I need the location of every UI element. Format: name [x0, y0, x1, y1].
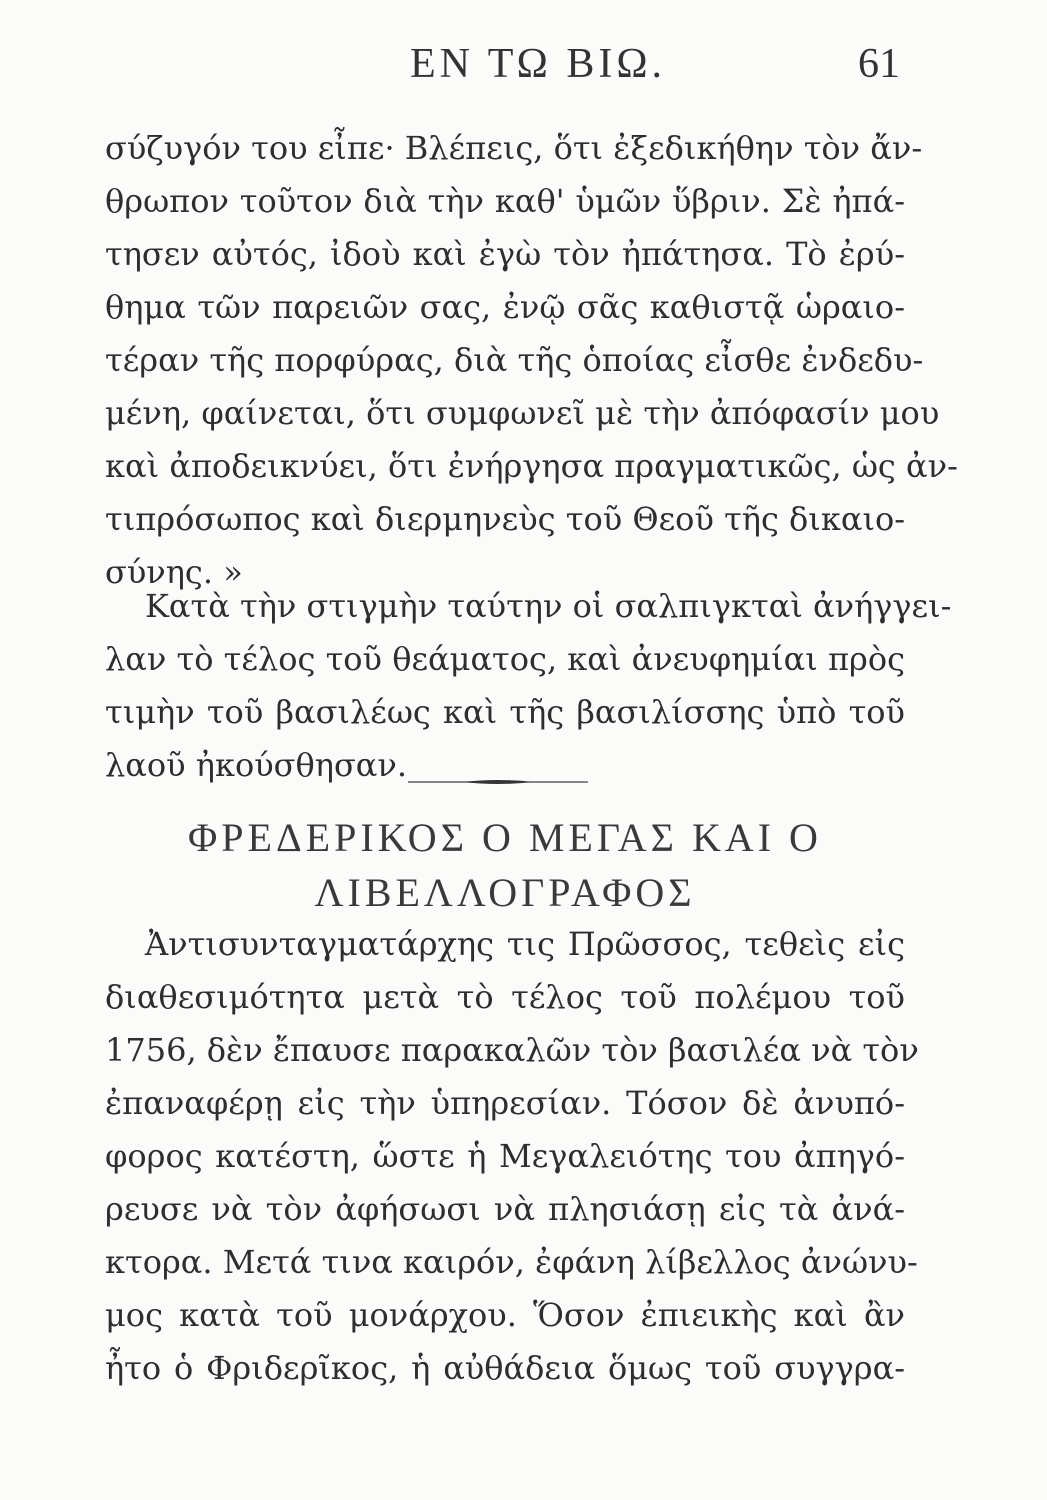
section-body-paragraph — [105, 918, 919, 1395]
text-line: μος κατὰ τοῦ μονάρχου. Ὅσον ἐπιεικὴς καὶ ἂν — [105, 1296, 905, 1334]
text-line: λαοῦ ἠκούσθησαν. — [105, 746, 408, 784]
text-line: τιπρόσωπος καὶ διερμηνεὺς τοῦ Θεοῦ τῆς δικαιο- — [105, 500, 906, 538]
paragraph-continuation — [105, 122, 958, 599]
text-line: καὶ ἀποδεικνύει, ὅτι ἐνήργησα πραγματικῶς, ὡς ἀν- — [105, 447, 958, 485]
section-heading — [100, 810, 910, 920]
running-title: ΕΝ ΤΩ ΒΙΩ. — [410, 41, 667, 87]
text-line: διαθεσιμότητα μετὰ τὸ τέλος τοῦ πολέμου τοῦ — [105, 978, 905, 1016]
text-line: ἦτο ὁ Φριδερῖκος, ἡ αὐθάδεια ὅμως τοῦ συγγρα- — [105, 1349, 905, 1387]
text-line: Ἀντισυνταγματάρχης τις Πρῶσσος, τεθεὶς εἰς — [145, 925, 905, 963]
text-line: Κατὰ τὴν στιγμὴν ταύτην οἱ σαλπιγκταὶ ἀνήγγει- — [145, 587, 952, 625]
text-line: ρευσε νὰ τὸν ἀφήσωσι νὰ πλησιάσῃ εἰς τὰ ἀνά- — [105, 1190, 905, 1228]
text-line: μένη, φαίνεται, ὅτι συμφωνεῖ μὲ τὴν ἀπόφασίν μου — [105, 394, 940, 432]
section-heading-line: ΦΡΕΔΕΡΙΚΟΣ Ο ΜΕΓΑΣ ΚΑΙ Ο — [188, 815, 822, 860]
text-line: σύζυγόν του εἶπε· Βλέπεις, ὅτι ἐξεδικήθην τὸν ἄν- — [105, 129, 923, 167]
page-number: 61 — [858, 41, 900, 87]
section-divider-ornament — [408, 779, 588, 785]
running-header — [100, 40, 900, 100]
paragraph-closing — [105, 580, 952, 792]
section-heading-line: ΛΙΒΕΛΛΟΓΡΑΦΟΣ — [314, 870, 696, 915]
text-line: κτορα. Μετά τινα καιρόν, ἐφάνη λίβελλος ἀνώνυ- — [105, 1243, 918, 1281]
text-line: σύνης. » — [105, 553, 243, 591]
text-line: θρωπον τοῦτον διὰ τὴν καθ' ὑμῶν ὕβριν. Σὲ ἠπά- — [105, 182, 905, 220]
text-line: λαν τὸ τέλος τοῦ θεάματος, καὶ ἀνευφημίαι πρὸς — [105, 640, 905, 678]
text-line: φορος κατέστη, ὥστε ἡ Μεγαλειότης του ἀπηγό- — [105, 1137, 905, 1175]
text-line: τέραν τῆς πορφύρας, διὰ τῆς ὁποίας εἶσθε ἐνδεδυ- — [105, 341, 924, 379]
text-line: ἐπαναφέρῃ εἰς τὴν ὑπηρεσίαν. Τόσον δὲ ἀνυπό- — [105, 1084, 905, 1122]
text-line: τιμὴν τοῦ βασιλέως καὶ τῆς βασιλίσσης ὑπὸ τοῦ — [105, 693, 905, 731]
text-line: θημα τῶν παρειῶν σας, ἐνῷ σᾶς καθιστᾷ ὡραιο- — [105, 288, 905, 326]
text-line: 1756, δὲν ἔπαυσε παρακαλῶν τὸν βασιλέα νὰ τὸν — [105, 1031, 919, 1069]
text-line: τησεν αὐτός, ἰδοὺ καὶ ἐγὼ τὸν ἠπάτησα. Τὸ ἐρύ- — [105, 235, 905, 273]
